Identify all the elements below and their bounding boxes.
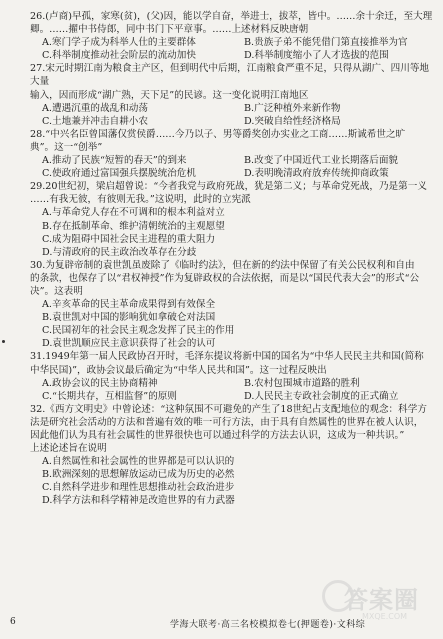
option-a: A.遭遇沉重的战乱和动荡 [42, 102, 148, 114]
option-a: A.辛亥革命的民主革命成果得到有效保全 [42, 299, 216, 311]
question-stem-line: 卿。……擢中书侍郎，同中书门下平章事。……上述材料反映唐朝 [30, 24, 309, 36]
question-stem-line: 26.(卢商)早孤，家寒(贫)，(父)因，能以学自奋，举进士，拔萃，皆中。……余十余迁，至大理 [30, 11, 433, 22]
question-stem-line: 的条款，也保存了以“君权神授”作为复辟政权的合法依据，而是以“国民代表大会”的形式“公 [30, 272, 420, 284]
option-b: B.贵族子弟不能凭借门第直接推举为官 [244, 37, 408, 49]
option-d: D.科举制度缩小了人才选拔的范围 [244, 50, 389, 62]
question-32 [30, 403, 434, 508]
option-a: A.自然属性和社会属性的世界都是可以认识的 [42, 456, 235, 468]
page-number: 6 [10, 617, 16, 627]
option-c: C.“长期共存，互相监督”的原则 [42, 390, 177, 402]
option-d: D.科学方法和科学精神是改造世界的有力武器 [42, 495, 235, 507]
question-stem-line: 因此他们认为具有社会属性的世界很快也可以通过科学的方法去认识，这成为一种共识。” [30, 430, 405, 441]
question-30 [30, 259, 434, 351]
exam-page [30, 10, 434, 508]
option-d: D.与清政府的民主政治改革存在分歧 [42, 246, 197, 258]
question-stem-line: 输入，因而形成“湖广熟，天下足”的民谚。这一变化说明江南地区 [30, 89, 309, 101]
option-d: D.突破自给性经济格局 [244, 115, 341, 127]
option-a: A.推动了民族“短暂的春天”的到来 [42, 155, 187, 167]
question-stem-line: 27.宋元时期江南为粮食主产区，但到明代中后期，江南粮食严重不足，只得从湖广、四川等地大量 [30, 63, 430, 88]
watermark-text: 答案圈 [344, 586, 419, 614]
question-stem-line: 典”。这一“创举” [30, 141, 103, 153]
option-c: C.土地兼并冲击自耕小农 [42, 115, 148, 127]
option-c: C.科举制度推动社会阶层的流动加快 [42, 50, 196, 62]
question-29 [30, 180, 434, 259]
question-stem-line: 31.1949年第一届人民政协召开时，毛泽东提议将新中国的国名为“中华人民民主共和国(简称 [30, 351, 424, 363]
question-stem-line: 29.20世纪初，梁启超曾说：“今者我党与政府死战，犹是第二义；与革命党死战，乃是第一义 [30, 181, 427, 193]
option-c: C.成为阻碍中国社会民主进程的重大阻力 [42, 233, 216, 245]
question-stem-line: 决”。这表明 [30, 285, 83, 297]
option-a: A.政协会议的民主协商精神 [42, 377, 158, 389]
option-b: B.农村包围城市道路的胜利 [244, 377, 360, 389]
option-b: B.欧洲深刻的思想解放运动已成为历史的必然 [42, 469, 235, 481]
footer-title: 学海大联考·高三名校模拟卷七(押题卷)·文科综 [170, 620, 366, 630]
option-a: A.与革命党人存在不可调和的根本利益对立 [42, 207, 225, 219]
option-d: D.袁世凯顺应民主意识获得了社会的认可 [42, 338, 216, 350]
watermark-logo [322, 574, 434, 630]
option-d: D.表明晚清政府放弃传统抑商政策 [244, 168, 389, 180]
question-stem-line: 32.《西方文明史》中曾论述：“这种氛围不可避免的产生了18世纪占支配地位的观念：科学方 [30, 403, 427, 415]
question-stem-line: 30.为复辟帝制的袁世凯虽废除了《临时约法》，但在新的约法中保留了有关公民权利和自由 [30, 259, 415, 271]
question-26 [30, 10, 434, 62]
watermark-subtext: MXQE.COM [362, 612, 408, 621]
option-d: D.人民民主专政社会制度的正式确立 [244, 390, 399, 402]
question-stem-line: 28.“中兴名臣曾国藩仅赏侯爵……今乃以子、男等爵奖创办实业之工商……斯诚希世之旷 [30, 128, 406, 140]
option-c: C.民国初年的社会民主观念发挥了民主的作用 [42, 325, 235, 337]
question-stem-line: ……有我无彼，有彼则无我。”这说明，此时的立宪派 [30, 194, 251, 206]
option-c: C.使政府通过富国强兵摆脱统治危机 [42, 168, 196, 180]
option-b: B.广泛种植外来新作物 [244, 102, 341, 114]
option-b: B.存在抵制革命、维护清朝统治的主观愿望 [42, 220, 225, 232]
question-stem-line: 中华民国)”，政协会议最后确定为“中华人民共和国”。这一过程反映出 [30, 364, 327, 376]
option-c: C.自然科学进步和理性思想推动社会政治进步 [42, 482, 235, 494]
option-a: A.寒门学子成为科举人仕的主要群体 [42, 37, 196, 49]
margin-dot [2, 340, 5, 343]
option-b: B.袁世凯对中国的影响犹如拿破仑对法国 [42, 312, 216, 324]
question-27 [30, 62, 434, 127]
question-28 [30, 128, 434, 180]
question-stem-line: 上述论述旨在说明 [30, 443, 107, 455]
question-31 [30, 350, 434, 402]
option-b: B.改变了中国近代工业长期落后面貌 [244, 155, 399, 167]
question-stem-line: 法是研究社会活动的方法和普遍有效的唯一可行方法，由于具有自然属性的世界在被人认识， [30, 416, 424, 428]
